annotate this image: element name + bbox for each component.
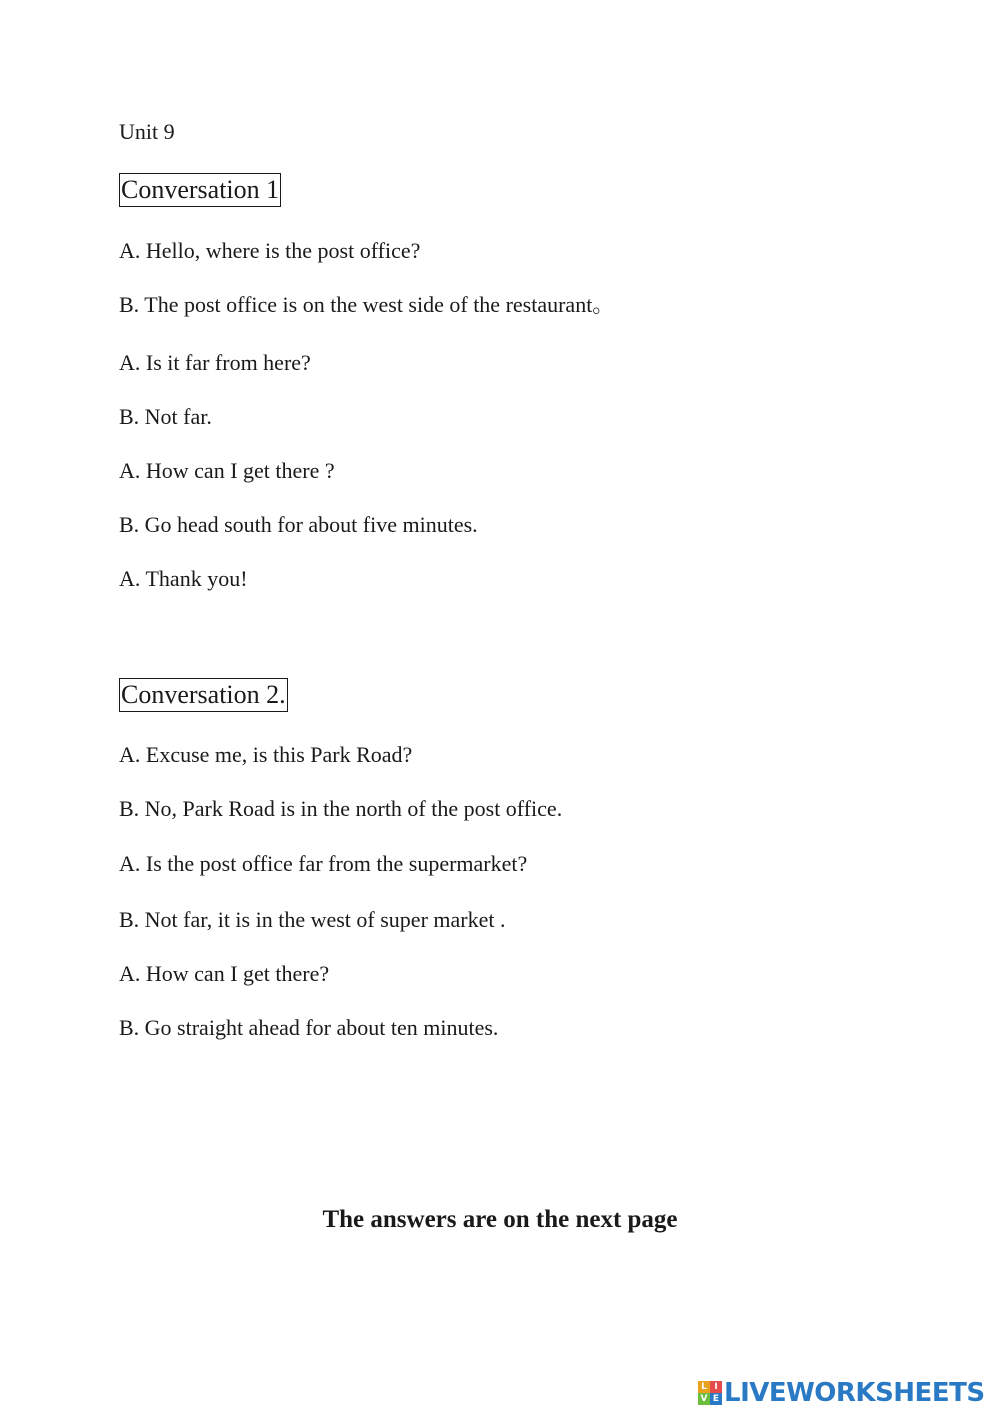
conversation-2-line: B. No, Park Road is in the north of the post office. bbox=[119, 796, 563, 821]
conversation-1-line: A. Is it far from here? bbox=[119, 350, 311, 375]
conversation-2-line: A. Excuse me, is this Park Road? bbox=[119, 742, 413, 767]
conversation-2-line: A. Is the post office far from the supermarket? bbox=[119, 851, 528, 876]
conversation-1-line: A. Hello, where is the post office? bbox=[119, 238, 421, 263]
logo-text: LIVEWORKSHEETS bbox=[724, 1378, 985, 1408]
logo-letter: V bbox=[698, 1393, 710, 1405]
answers-note: The answers are on the next page bbox=[322, 1206, 678, 1233]
conversation-2-line: A. How can I get there? bbox=[119, 961, 330, 986]
conversation-2-title: Conversation 2. bbox=[119, 678, 288, 712]
conversation-1-title: Conversation 1 bbox=[119, 173, 281, 207]
conversation-2-line: B. Go straight ahead for about ten minutes. bbox=[119, 1015, 499, 1040]
conversation-1-line: B. Go head south for about five minutes. bbox=[119, 512, 478, 537]
logo-letter: I bbox=[710, 1381, 722, 1393]
conversation-1-line: B. Not far. bbox=[119, 404, 212, 429]
conversation-1-line: A. How can I get there ? bbox=[119, 458, 335, 483]
conversation-1-line: A. Thank you! bbox=[119, 566, 248, 591]
logo-letter: E bbox=[710, 1393, 722, 1405]
logo-letter: L bbox=[698, 1381, 710, 1393]
liveworksheets-logo bbox=[698, 1378, 985, 1408]
conversation-2-line: B. Not far, it is in the west of super market . bbox=[119, 907, 506, 932]
liveworksheets-logo-icon bbox=[698, 1381, 722, 1405]
conversation-1-line: B. The post office is on the west side of the restaurant。 bbox=[119, 292, 615, 317]
unit-label: Unit 9 bbox=[119, 119, 175, 144]
